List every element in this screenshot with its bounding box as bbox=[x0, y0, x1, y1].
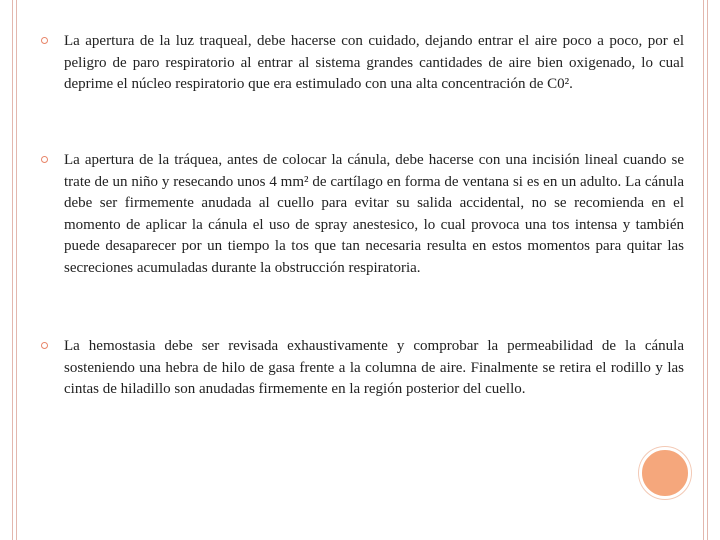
bullet-item bbox=[64, 336, 684, 401]
bullet-circle-icon bbox=[41, 156, 48, 163]
bullet-circle-icon bbox=[41, 342, 48, 349]
bullet-circle-icon bbox=[41, 37, 48, 44]
bullet-text: La apertura de la luz traqueal, debe hacerse con cuidado, dejando entrar el aire poco a poco, por el peligro de paro respiratorio al entrar al sistema grandes cantidades de aire bien oxigenado, lo cual deprime el núcleo respiratorio que era estimulado con una alta concentración de C0². bbox=[64, 33, 684, 92]
decorative-circle bbox=[639, 447, 691, 499]
bullet-item bbox=[64, 31, 684, 96]
bullet-text: La apertura de la tráquea, antes de colocar la cánula, debe hacerse con una incisión lineal cuando se trate de un niño y resecando unos 4 mm² de cartílago en forma de ventana si es en un adulto. La cánula debe ser firmemente anudada al cuello para evitar su salida accidental, no se recomienda en el momento de aplicar la cánula el uso de spray anestesico, lo cual provoca una tos intensa y también puede desaparecer por un tiempo la tos que tan necesaria resulta en estos momentos para quitar las secreciones acumuladas durante la obstrucción respiratoria. bbox=[64, 152, 684, 276]
bullet-text: La hemostasia debe ser revisada exhaustivamente y comprobar la permeabilidad de la cánula sosteniendo una hebra de hilo de gasa frente a la columna de aire. Finalmente se retira el rodillo y las cintas de hiladillo son anudadas firmemente en la región posterior del cuello. bbox=[64, 338, 684, 397]
bullet-item bbox=[64, 150, 684, 279]
